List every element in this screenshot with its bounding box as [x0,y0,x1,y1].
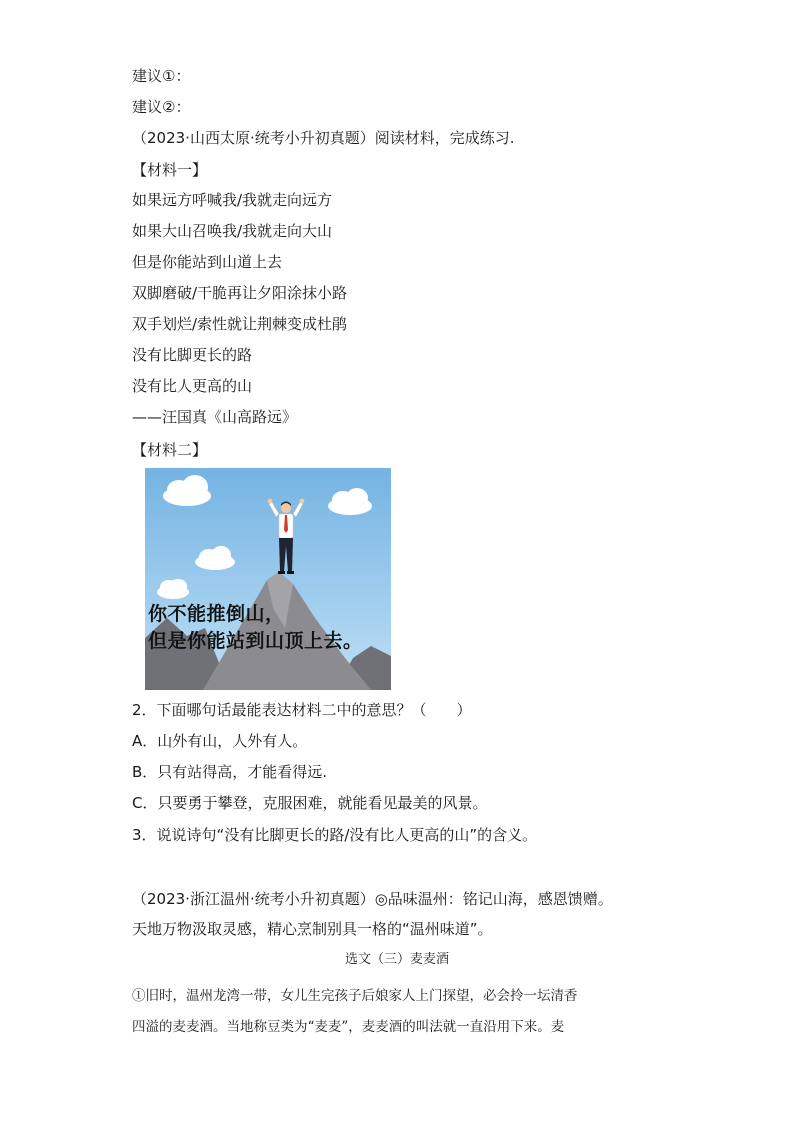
intro-text: 天地万物汲取灵感，精心烹制别具一格的“温州味道”。 [132,920,493,938]
poem-line: 如果大山召唤我/我就走向大山 [132,222,333,240]
option-b: B．只有站得高，才能看得远. [132,763,328,781]
question-source-2: （2023·浙江温州·统考小升初真题）◎品味温州：铭记山海，感恩馈赠。 [132,890,613,908]
image-caption-line-1: 你不能推倒山， [148,603,285,625]
poem-line: 双手划烂/索性就让荆棘变成杜鹃 [132,315,348,333]
suggestion-2: 建议②： [132,98,191,116]
poem-line: 如果远方呼喊我/我就走向远方 [132,191,333,209]
mountain-illustration [145,468,391,690]
material-2-label: 【材料二】 [132,441,208,459]
question-source: （2023·山西太原·统考小升初真题）阅读材料，完成练习. [132,129,515,147]
suggestion-1: 建议①： [132,67,191,85]
mountain-scene [145,468,391,690]
question-2: 2．下面哪句话最能表达材料二中的意思？（ ） [132,701,472,719]
material-1-label: 【材料一】 [132,161,208,179]
poem-line: 但是你能站到山道上去 [132,253,283,271]
image-caption-line-2: 但是你能站到山顶上去。 [148,630,363,652]
poem-attribution: ——汪国真《山高路远》 [132,408,298,426]
poem-line: 没有比人更高的山 [132,377,253,395]
selection-title: 选文（三）麦麦酒 [344,952,449,967]
question-3: 3．说说诗句“没有比脚更长的路/没有比人更高的山”的含义。 [132,826,538,844]
option-a: A．山外有山，人外有人。 [132,732,308,750]
paragraph-line: 四溢的麦麦酒。当地称豆类为“麦麦”，麦麦酒的叫法就一直沿用下来。麦 [132,1019,565,1035]
paragraph-line: ①旧时，温州龙湾一带，女儿生完孩子后娘家人上门探望，必会拎一坛清香 [132,988,578,1004]
poem-line: 没有比脚更长的路 [132,346,253,364]
option-c: C．只要勇于攀登，克服困难，就能看见最美的风景。 [132,794,488,812]
poem-line: 双脚磨破/干脆再让夕阳涂抹小路 [132,284,348,302]
